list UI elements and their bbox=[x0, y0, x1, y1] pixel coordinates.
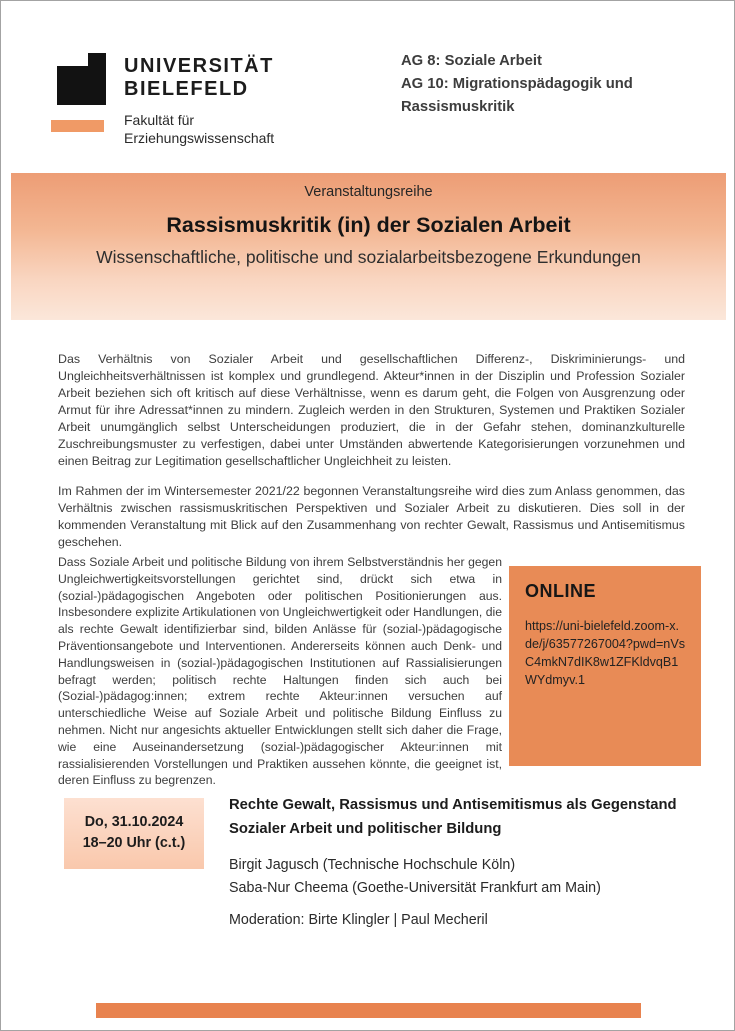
faculty-name-line2: Erziehungswissenschaft bbox=[124, 129, 275, 146]
working-group-ag8: AG 8: Soziale Arbeit bbox=[401, 53, 542, 69]
faculty-name bbox=[124, 112, 274, 147]
series-subtitle: Wissenschaftliche, politische und sozialarbeitsbezogene Erkundungen bbox=[96, 247, 641, 267]
university-name-line2: BIELEFELD bbox=[124, 78, 249, 100]
intro-paragraph: Das Verhältnis von Sozialer Arbeit und gesellschaftlichen Differenz-, Diskriminierungs- und Ungleichheitsverhältnissen ist komplex und grundlegend. Akteur*innen in der Disziplin und Profession Sozialer Arbeit beziehen sich oft kritisch auf diese Verhältnisse, wenn es darum geht, die Folgen von Ausgrenzung oder Armut für ihre Adressat*innen zu mindern. Zugleich werden in den Strukturen, Systemen und Praktiken Sozialer Arbeit unumgänglich selbst Unterscheidungen produziert, die in der Gefahr stehen, dominanzkulturelle Zuschreibungsmuster zu verfestigen, dabei unter Umständen abwertende Kategorisierungen vorzunehmen und einen Beitrag zur Legitimation gesellschaftlicher Ungleichheit zu leisten. bbox=[58, 352, 685, 468]
university-logo-icon bbox=[57, 66, 106, 105]
series-context-paragraph: Im Rahmen der im Wintersemester 2021/22 begonnen Veranstaltungsreihe wird dies zum Anlass genommen, das Verhältnis zwischen rassismuskritischen Perspektiven und Sozialer Arbeit zu diskutieren. Dies soll in der kommenden Veranstaltung mit Blick auf den Zusammenhang von rechter Gewalt, Rassismus und Antisemitismus geschehen. bbox=[58, 484, 685, 549]
online-label: ONLINE bbox=[525, 581, 597, 601]
speaker-1: Birgit Jagusch (Technische Hochschule Köln) bbox=[229, 857, 516, 873]
faculty-name-line1: Fakultät für bbox=[124, 112, 195, 128]
event-title: Rechte Gewalt, Rassismus und Antisemitismus als Gegenstand Sozialer Arbeit und politischer Bildung bbox=[229, 797, 677, 837]
faculty-accent-bar bbox=[51, 120, 104, 132]
topic-paragraph: Dass Soziale Arbeit und politische Bildung von ihrem Selbstverständnis her gegen Ungleichwertigkeitsvorstellungen gerichtet sind, drückt sich etwa in (sozial-)pädagogischen Angeboten oder politischen Positionierungen aus. Insbesondere explizite Artikulationen von Ungleichwertigkeit oder Handlungen, die als rechte Gewalt identifizierbar sind, bilden Anlässe für (sozial-)pädagogische Präventionsangebote und Interventionen. Andererseits können auch Denk- und Handlungsweisen in (sozial-)pädagogischen Institutionen auf Rassialisierungen befragt werden; politisch rechte Haltungen finden sich auch bei (Sozial-)pädagog:innen; extrem rechte Akteur:innen versuchen auf unterschiedliche Weise auf Soziale Arbeit und politische Bildung Einfluss zu nehmen. Nicht nur angesichts aktueller Entwicklungen stellt sich daher die Frage, wie eine Auseinandersetzung (sozial-)pädagogischer Akteur:innen mit rassialisierenden Vorstellungen und Praktiken aussehen könnte, die geeignet ist, deren Einfluss zu begrenzen. bbox=[58, 555, 502, 788]
working-group-ag10: AG 10: Migrationspädagogik und Rassismuskritik bbox=[401, 76, 633, 115]
speaker-2: Saba-Nur Cheema (Goethe-Universität Frankfurt am Main) bbox=[229, 879, 601, 896]
series-banner bbox=[11, 173, 726, 320]
university-logo-step-icon bbox=[88, 53, 106, 67]
event-speakers bbox=[229, 854, 699, 899]
event-moderation: Moderation: Birte Klingler | Paul Mecheril bbox=[229, 912, 488, 928]
series-title: Rassismuskritik (in) der Sozialen Arbeit bbox=[166, 213, 571, 237]
university-name bbox=[124, 55, 274, 101]
zoom-link[interactable]: https://uni-bielefeld.zoom-x.de/j/63577267004?pwd=nVsC4mkN7dIK8w1ZFKldvqB1WYdmyv.1 bbox=[525, 619, 686, 687]
footer-accent-bar bbox=[96, 1003, 641, 1018]
event-date-box bbox=[64, 798, 204, 869]
university-name-line1: UNIVERSITÄT bbox=[124, 55, 274, 77]
event-date: Do, 31.10.2024 bbox=[84, 814, 184, 830]
online-info-box bbox=[509, 566, 701, 766]
working-groups bbox=[401, 50, 723, 119]
event-time: 18–20 Uhr (c.t.) bbox=[82, 835, 186, 851]
series-kicker: Veranstaltungsreihe bbox=[304, 184, 433, 200]
